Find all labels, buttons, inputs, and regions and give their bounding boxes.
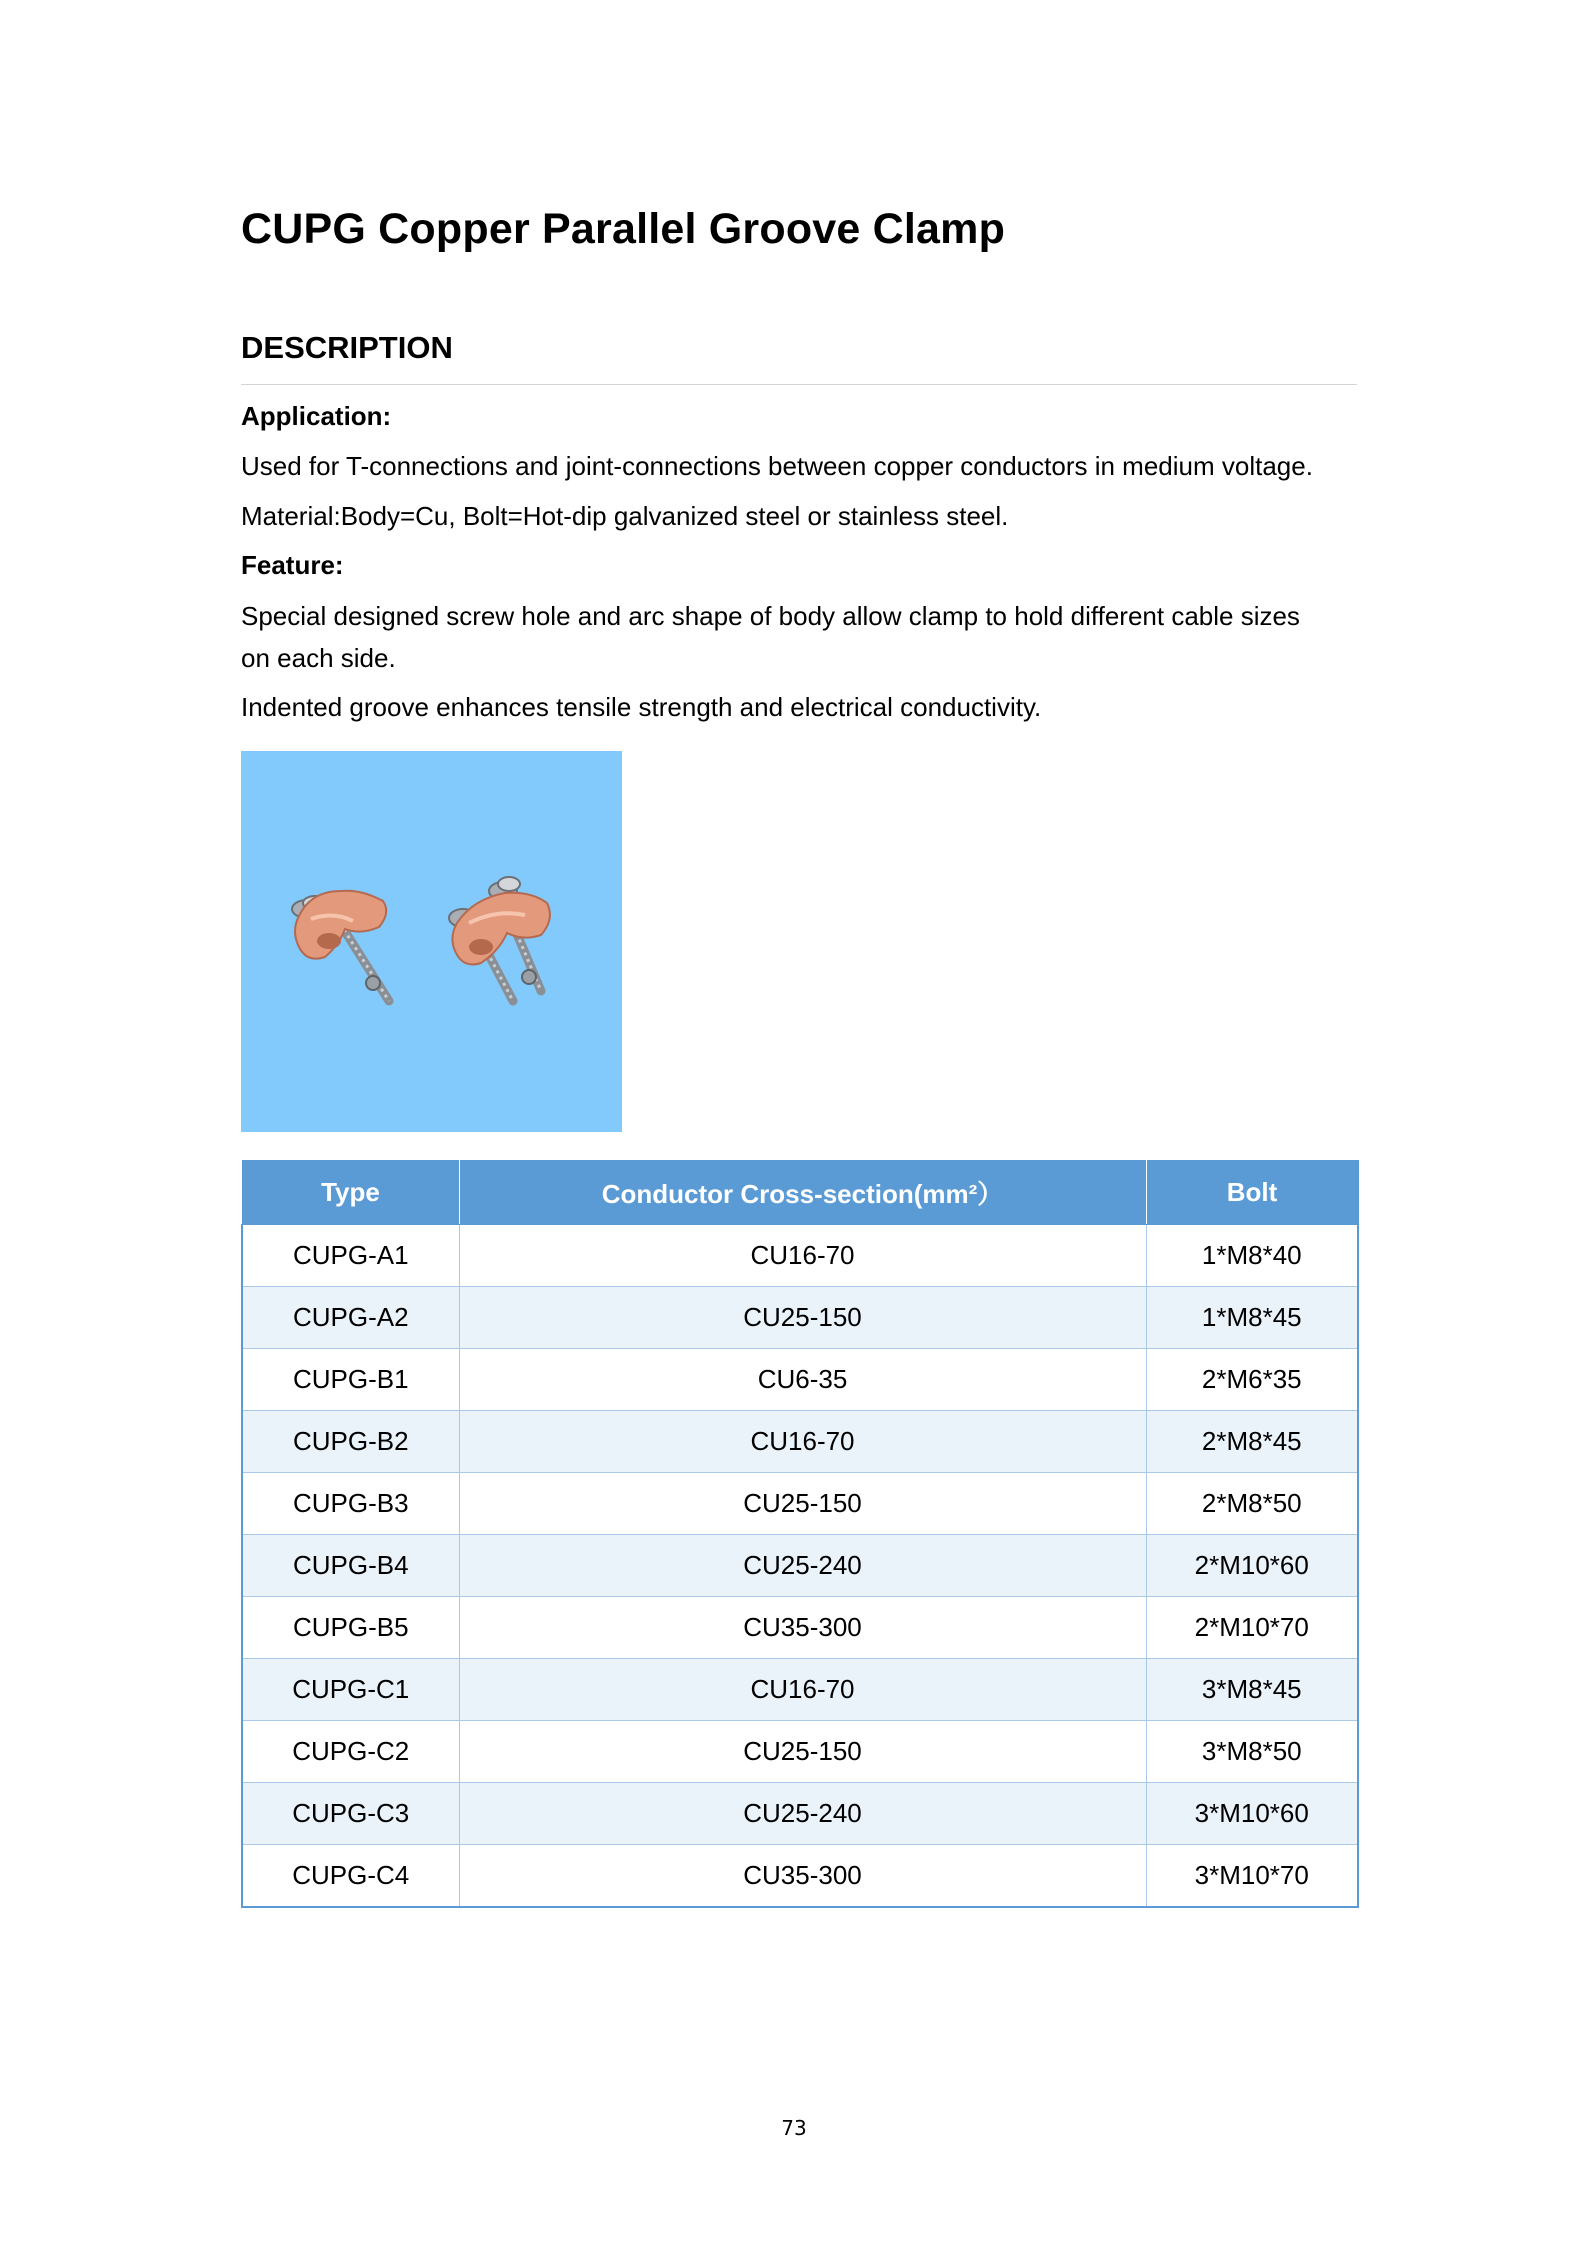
- cell-conductor: CU35-300: [459, 1597, 1146, 1659]
- table-row: [242, 1411, 1358, 1473]
- cell-type: CUPG-B3: [242, 1473, 459, 1535]
- product-photo: [241, 751, 622, 1132]
- cell-bolt: 3*M8*50: [1146, 1721, 1358, 1783]
- cell-conductor: CU16-70: [459, 1659, 1146, 1721]
- cell-conductor: CU16-70: [459, 1411, 1146, 1473]
- clamp-illustration: [241, 751, 622, 1132]
- application-line-2: Material:Body=Cu, Bolt=Hot-dip galvanized steel or stainless steel.: [241, 501, 1009, 531]
- table-row: [242, 1721, 1358, 1783]
- cell-conductor: CU25-240: [459, 1535, 1146, 1597]
- table-row: [242, 1349, 1358, 1411]
- table-row: [242, 1597, 1358, 1659]
- cell-type: CUPG-A1: [242, 1225, 459, 1287]
- feature-line-2: Indented groove enhances tensile strength and electrical conductivity.: [241, 692, 1042, 722]
- column-header-bolt: Bolt: [1146, 1161, 1358, 1225]
- cell-type: CUPG-A2: [242, 1287, 459, 1349]
- cell-bolt: 2*M8*45: [1146, 1411, 1358, 1473]
- cell-bolt: 3*M8*45: [1146, 1659, 1358, 1721]
- page-title: CUPG Copper Parallel Groove Clamp: [241, 205, 1006, 253]
- cell-conductor: CU16-70: [459, 1225, 1146, 1287]
- cell-conductor: CU6-35: [459, 1349, 1146, 1411]
- cell-bolt: 3*M10*70: [1146, 1845, 1358, 1908]
- table-header-row: [242, 1161, 1358, 1225]
- clamp-right: [449, 877, 550, 1001]
- table-row: [242, 1473, 1358, 1535]
- application-line-1: Used for T-connections and joint-connections between copper conductors in medium voltage.: [241, 451, 1313, 481]
- cell-bolt: 1*M8*40: [1146, 1225, 1358, 1287]
- table-row: [242, 1845, 1358, 1908]
- cell-type: CUPG-B1: [242, 1349, 459, 1411]
- column-header-type: Type: [242, 1161, 459, 1225]
- specification-table: [241, 1160, 1359, 1908]
- cell-bolt: 1*M8*45: [1146, 1287, 1358, 1349]
- table-row: [242, 1659, 1358, 1721]
- clamp-left: [292, 891, 389, 1001]
- cell-type: CUPG-C3: [242, 1783, 459, 1845]
- cell-bolt: 2*M8*50: [1146, 1473, 1358, 1535]
- column-header-conductor: Conductor Cross-section(mm²）: [459, 1161, 1146, 1225]
- table-row: [242, 1783, 1358, 1845]
- table-row: [242, 1225, 1358, 1287]
- cell-bolt: 3*M10*60: [1146, 1783, 1358, 1845]
- feature-label: Feature:: [241, 550, 344, 580]
- cell-bolt: 2*M6*35: [1146, 1349, 1358, 1411]
- cell-conductor: CU35-300: [459, 1845, 1146, 1908]
- cell-conductor: CU25-150: [459, 1721, 1146, 1783]
- cell-conductor: CU25-150: [459, 1473, 1146, 1535]
- section-divider: [241, 384, 1357, 385]
- cell-bolt: 2*M10*60: [1146, 1535, 1358, 1597]
- page-number: 73: [781, 2116, 807, 2140]
- application-label: Application:: [241, 401, 392, 431]
- cell-type: CUPG-C2: [242, 1721, 459, 1783]
- cell-conductor: CU25-150: [459, 1287, 1146, 1349]
- feature-line-1: Special designed screw hole and arc shape of body allow clamp to hold different cable sizes on each side.: [241, 601, 1300, 673]
- cell-type: CUPG-B4: [242, 1535, 459, 1597]
- table-row: [242, 1535, 1358, 1597]
- cell-type: CUPG-C4: [242, 1845, 459, 1908]
- cell-type: CUPG-B2: [242, 1411, 459, 1473]
- cell-conductor: CU25-240: [459, 1783, 1146, 1845]
- cell-bolt: 2*M10*70: [1146, 1597, 1358, 1659]
- table-row: [242, 1287, 1358, 1349]
- cell-type: CUPG-B5: [242, 1597, 459, 1659]
- section-heading: DESCRIPTION: [241, 330, 453, 365]
- cell-type: CUPG-C1: [242, 1659, 459, 1721]
